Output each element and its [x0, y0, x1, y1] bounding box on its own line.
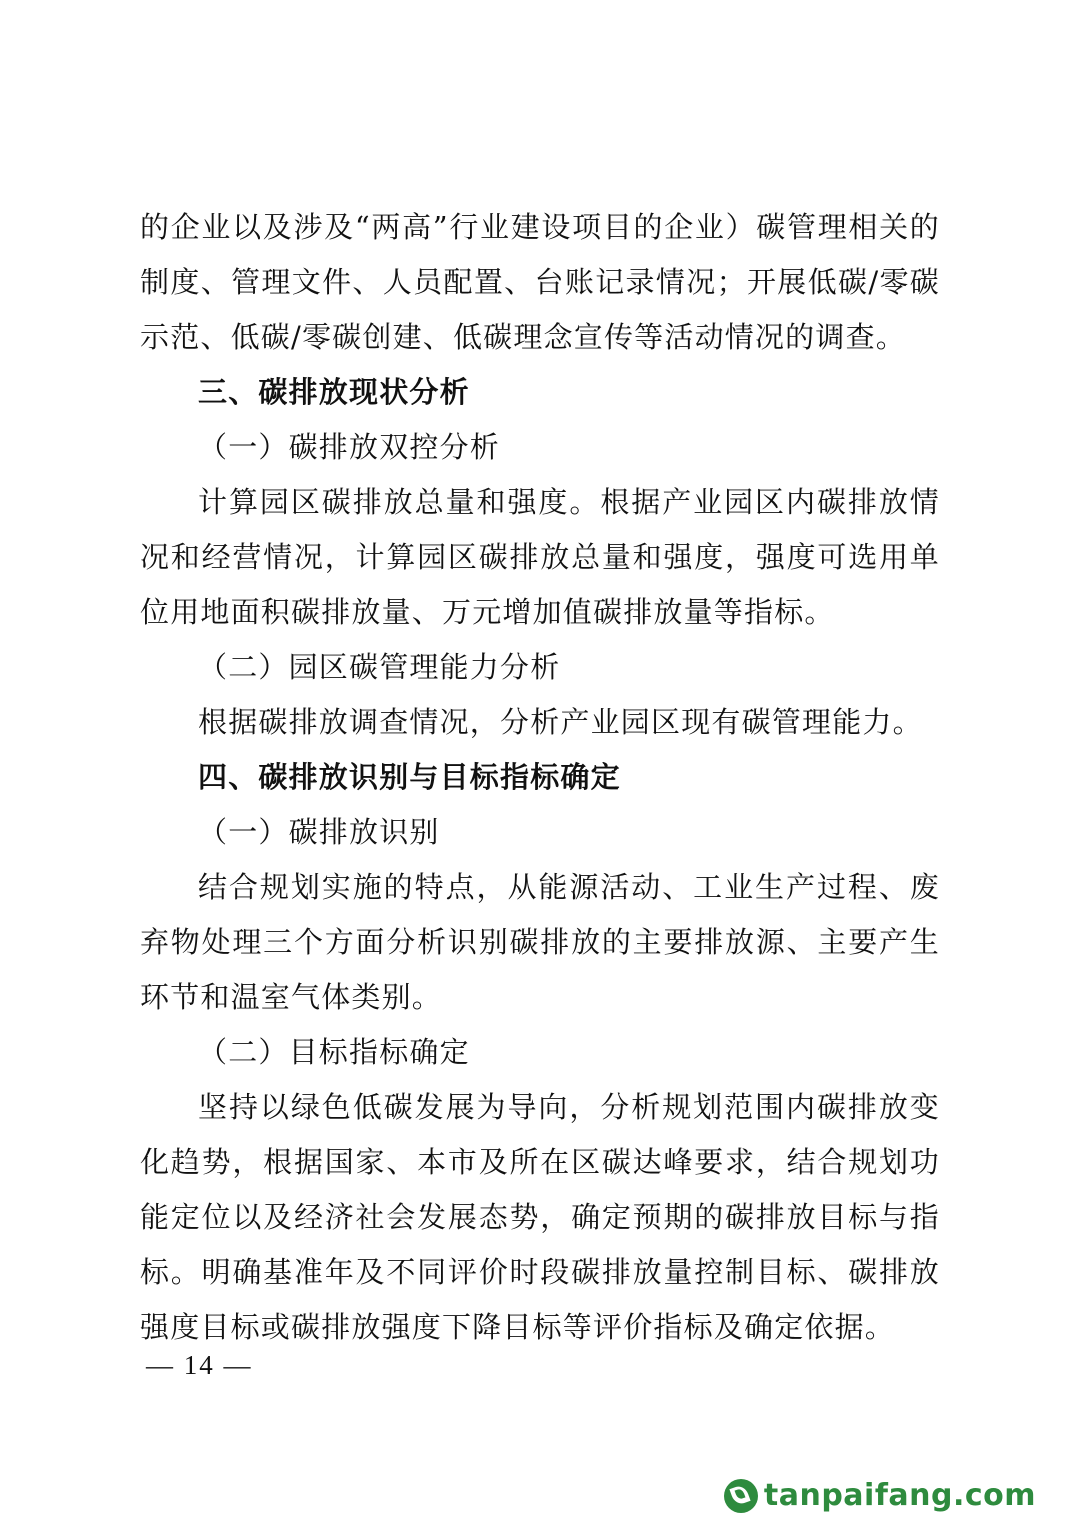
subsection-heading-3-1: （一）碳排放双控分析	[198, 430, 501, 464]
section-heading-4: 四、碳排放识别与目标指标确定	[198, 760, 621, 794]
document-body	[140, 200, 940, 1355]
subsection-heading-4-2: （二）目标指标确定	[198, 1035, 470, 1069]
leaf-logo-icon	[724, 1479, 758, 1513]
paragraph-3-2: 根据碳排放调查情况，分析产业园区现有碳管理能力。	[198, 705, 923, 739]
watermark-text: tanpaifang.com	[763, 1478, 1036, 1513]
site-watermark	[724, 1478, 1036, 1513]
paragraph-continued: 的企业以及涉及“两高”行业建设项目的企业）碳管理相关的制度、管理文件、人员配置、台账记录情况；开展低碳/零碳示范、低碳/零碳创建、低碳理念宣传等活动情况的调查。	[140, 210, 940, 354]
paragraph-4-2: 坚持以绿色低碳发展为导向，分析规划范围内碳排放变化趋势，根据国家、本市及所在区碳达峰要求，结合规划功能定位以及经济社会发展态势，确定预期的碳排放目标与指标。明确基准年及不同评价时段碳排放量控制目标、碳排放强度目标或碳排放强度下降目标等评价指标及确定依据。	[140, 1090, 940, 1344]
subsection-heading-4-1: （一）碳排放识别	[198, 815, 440, 849]
section-heading-3: 三、碳排放现状分析	[198, 375, 470, 409]
page-number: — 14 —	[146, 1350, 253, 1380]
paragraph-4-1: 结合规划实施的特点，从能源活动、工业生产过程、废弃物处理三个方面分析识别碳排放的主要排放源、主要产生环节和温室气体类别。	[140, 870, 940, 1014]
subsection-heading-3-2: （二）园区碳管理能力分析	[198, 650, 561, 684]
paragraph-3-1: 计算园区碳排放总量和强度。根据产业园区内碳排放情况和经营情况，计算园区碳排放总量和强度，强度可选用单位用地面积碳排放量、万元增加值碳排放量等指标。	[140, 485, 940, 629]
